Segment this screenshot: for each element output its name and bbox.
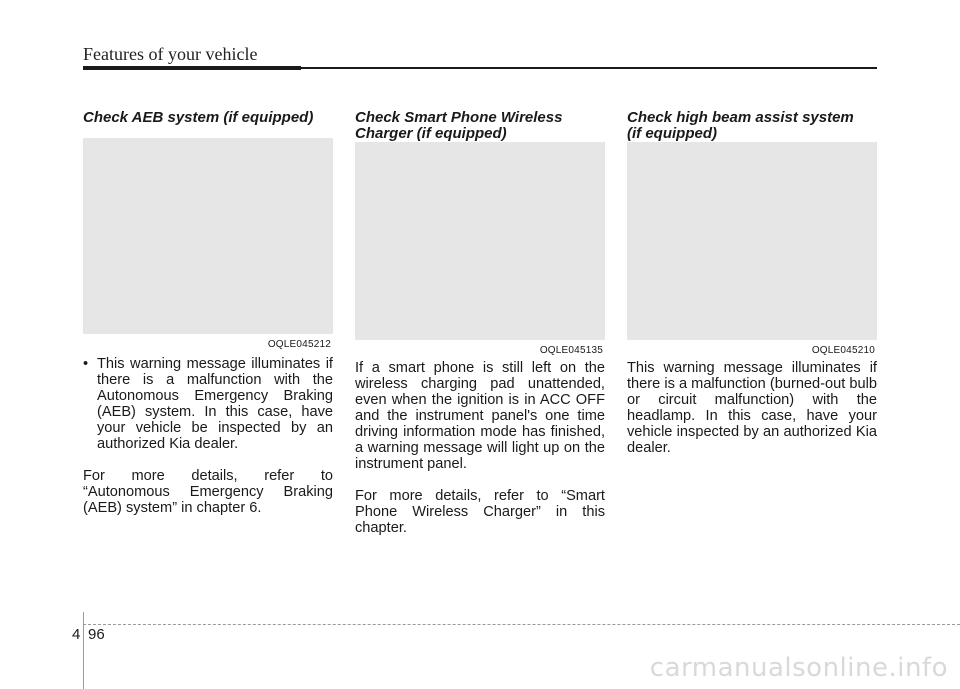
figure-code: OQLE045135 (539, 345, 603, 356)
bullet-icon: • (83, 356, 89, 372)
header-rule-thick (83, 66, 301, 70)
warning-message-figure (627, 142, 877, 356)
bullet-item (83, 356, 333, 452)
bullet-text: This warning message illuminates if there is a malfunction with the Autonomous Emergency Braking (AEB) system. In this case, have your vehicle be inspected by an authorized Kia dealer. (97, 356, 333, 452)
section-title-line-1: Check Smart Phone Wireless (355, 109, 563, 126)
section-body (627, 360, 877, 456)
section-title-line-1: Check high beam assist system (627, 109, 854, 126)
section-wireless-charger (355, 110, 605, 536)
section-title: Check AEB system (if equipped) (83, 109, 314, 126)
section-high-beam-assist (627, 110, 877, 456)
figure-code: OQLE045210 (811, 345, 875, 356)
header-rule-thin (301, 67, 877, 69)
page-number: 96 (88, 626, 105, 643)
section-title-line-2: (if equipped) (627, 125, 717, 142)
body-paragraph: This warning message illuminates if there is a malfunction (burned-out bulb or circuit malfunction) with the headlamp. In this case, have your vehicle inspected by an authorized Kia dealer. (627, 360, 877, 456)
chapter-number: 4 (72, 626, 81, 643)
warning-message-figure (355, 142, 605, 356)
warning-message-figure (83, 138, 333, 350)
section-aeb-system (83, 110, 333, 516)
figure-code: OQLE045212 (267, 339, 331, 350)
footer-horizontal-rule (83, 624, 960, 625)
body-paragraph: For more details, refer to “Autonomous Emergency Braking (AEB) system” in chapter 6. (83, 468, 333, 516)
section-title (627, 110, 877, 142)
body-paragraph: For more details, refer to “Smart Phone Wireless Charger” in this chapter. (355, 488, 605, 536)
section-body (355, 360, 605, 536)
body-paragraph: If a smart phone is still left on the wireless charging pad unattended, even when the ignition is in ACC OFF and the instrument panel's one time driving information mode has finished, a warning message will light up on the instrument panel. (355, 360, 605, 472)
section-title (355, 110, 605, 142)
page-header-title: Features of your vehicle (83, 44, 258, 64)
section-title-line-2: Charger (if equipped) (355, 125, 507, 142)
section-body (83, 356, 333, 516)
watermark: carmanualsonline.info (649, 653, 948, 683)
